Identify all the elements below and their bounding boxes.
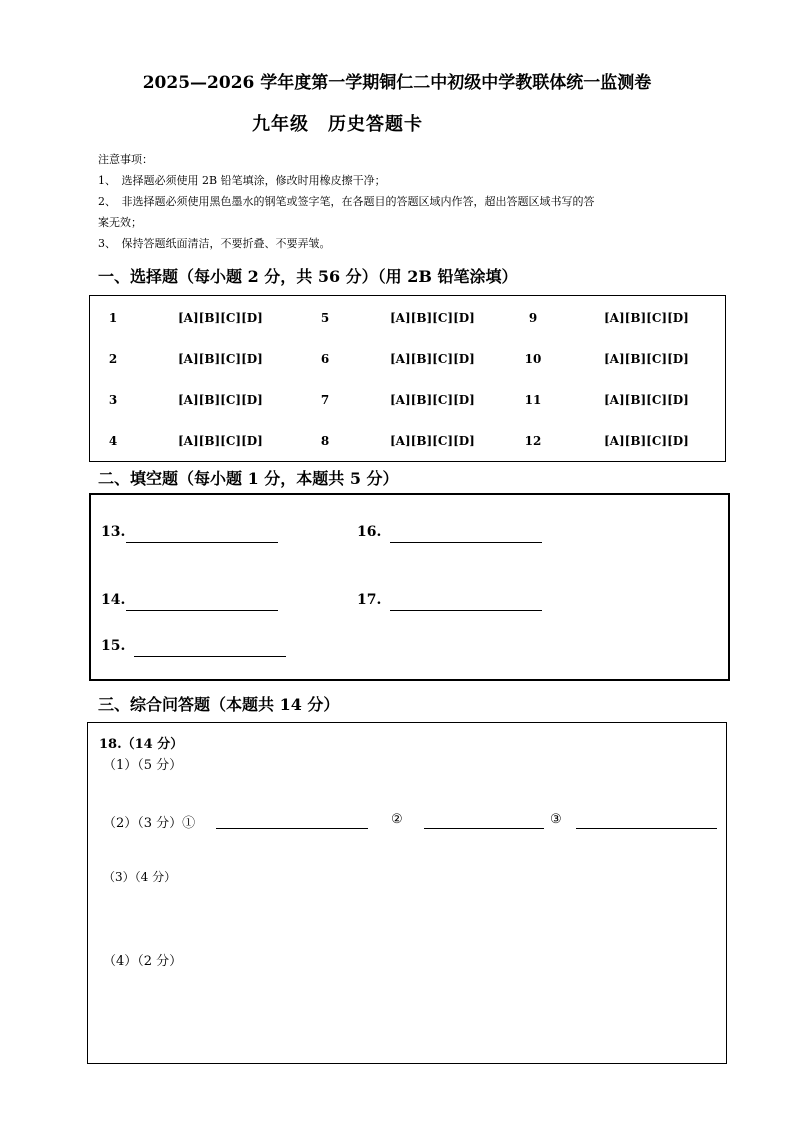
choice-options[interactable]: [A][B][C][D]: [604, 434, 689, 448]
fill-number: 17.: [357, 592, 382, 608]
fill-number: 15.: [101, 638, 126, 654]
notice-item-3: 3、 保持答题纸面清洁，不要折叠、不要弄皱。: [98, 237, 331, 250]
fill-number: 16.: [357, 524, 382, 540]
circle-2-label: ②: [391, 812, 403, 827]
answer-line-2-2[interactable]: [424, 828, 544, 829]
notice-item-2-cont: 案无效；: [98, 216, 142, 229]
choice-number: 12: [524, 434, 542, 448]
choice-number: 11: [524, 393, 542, 407]
choice-number: 3: [108, 393, 118, 407]
notice-heading: 注意事项：: [98, 153, 153, 166]
circle-3-label: ③: [550, 812, 562, 827]
answer-line-16[interactable]: [390, 542, 542, 543]
choice-number: 6: [320, 352, 330, 366]
notice-item-2: 2、 非选择题必须使用黑色墨水的钢笔或签字笔，在各题目的答题区域内作答，超出答题区域书写的答: [98, 195, 595, 208]
fill-blank-box: [89, 493, 730, 681]
page-subtitle: 九年级 历史答题卡: [252, 114, 423, 135]
choice-number: 4: [108, 434, 118, 448]
notice-item-1: 1、 选择题必须使用 2B 铅笔填涂，修改时用橡皮擦干净；: [98, 174, 386, 187]
choice-number: 1: [108, 311, 118, 325]
section3-heading: 三、综合问答题（本题共 14 分）: [98, 695, 340, 714]
part-1-label: （1）（5 分）: [103, 758, 183, 773]
fill-number: 13.: [101, 524, 126, 540]
part-4-label: （4）（2 分）: [103, 954, 183, 969]
choice-options[interactable]: [A][B][C][D]: [390, 352, 475, 366]
choice-number: 8: [320, 434, 330, 448]
answer-line-2-3[interactable]: [576, 828, 717, 829]
answer-line-17[interactable]: [390, 610, 542, 611]
fill-number: 14.: [101, 592, 126, 608]
choice-options[interactable]: [A][B][C][D]: [604, 352, 689, 366]
choice-options[interactable]: [A][B][C][D]: [178, 434, 263, 448]
section2-heading: 二、填空题（每小题 1 分，本题共 5 分）: [98, 469, 399, 488]
page-title: 2025—2026 学年度第一学期铜仁二中初级中学教联体统一监测卷: [142, 73, 652, 93]
choice-options[interactable]: [A][B][C][D]: [390, 434, 475, 448]
choice-number: 9: [528, 311, 538, 325]
answer-line-15[interactable]: [134, 656, 286, 657]
choice-options[interactable]: [A][B][C][D]: [604, 393, 689, 407]
essay-answer-box[interactable]: [87, 722, 727, 1064]
question-18-label: 18.（14 分）: [99, 737, 184, 752]
choice-options[interactable]: [A][B][C][D]: [178, 393, 263, 407]
choice-number: 10: [524, 352, 542, 366]
part-2-label: （2）（3 分）①: [103, 816, 196, 831]
choice-number: 7: [320, 393, 330, 407]
choice-options[interactable]: [A][B][C][D]: [178, 352, 263, 366]
answer-line-13[interactable]: [126, 542, 278, 543]
answer-line-2-1[interactable]: [216, 828, 368, 829]
choice-options[interactable]: [A][B][C][D]: [178, 311, 263, 325]
choice-options[interactable]: [A][B][C][D]: [390, 393, 475, 407]
choice-options[interactable]: [A][B][C][D]: [604, 311, 689, 325]
answer-line-14[interactable]: [126, 610, 278, 611]
section1-heading: 一、选择题（每小题 2 分，共 56 分）（用 2B 铅笔涂填）: [98, 267, 518, 286]
choice-options[interactable]: [A][B][C][D]: [390, 311, 475, 325]
choice-answer-box: [89, 295, 726, 462]
choice-number: 2: [108, 352, 118, 366]
part-3-label: （3）（4 分）: [103, 870, 177, 884]
choice-number: 5: [320, 311, 330, 325]
